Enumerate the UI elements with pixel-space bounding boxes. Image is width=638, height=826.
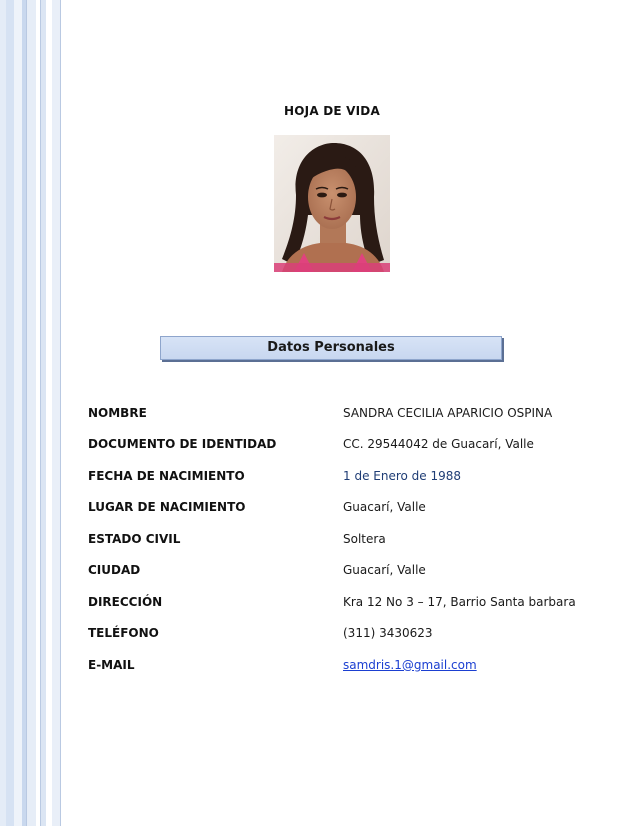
table-row (88, 586, 588, 618)
table-row (88, 523, 588, 555)
field-value-city: Guacarí, Valle (343, 563, 426, 578)
field-label: E-MAIL (88, 657, 135, 672)
field-value-birth-place: Guacarí, Valle (343, 500, 426, 515)
field-value-marital-status: Soltera (343, 531, 386, 546)
field-label: FECHA DE NACIMIENTO (88, 468, 245, 483)
field-label: DIRECCIÓN (88, 594, 163, 609)
table-row (88, 618, 588, 650)
left-margin-decoration (0, 0, 66, 826)
field-label: TELÉFONO (88, 626, 159, 641)
field-value-email (343, 649, 588, 681)
section-heading-datos-personales: Datos Personales (160, 336, 502, 360)
table-row (88, 492, 588, 524)
field-label: NOMBRE (88, 405, 147, 420)
profile-photo (274, 135, 390, 272)
personal-data-table (88, 397, 588, 681)
table-row (88, 429, 588, 461)
table-row (88, 460, 588, 492)
table-row (88, 555, 588, 587)
field-label: ESTADO CIVIL (88, 531, 181, 546)
field-label: DOCUMENTO DE IDENTIDAD (88, 437, 277, 452)
field-label: CIUDAD (88, 563, 141, 578)
field-value-phone: (311) 3430623 (343, 626, 433, 641)
field-value-name: SANDRA CECILIA APARICIO OSPINA (343, 405, 553, 420)
field-label: LUGAR DE NACIMIENTO (88, 500, 246, 515)
table-row (88, 397, 588, 429)
table-row (88, 649, 588, 681)
document-title: HOJA DE VIDA (284, 104, 380, 118)
email-link[interactable]: samdris.1@gmail.com (343, 657, 477, 672)
field-value-address: Kra 12 No 3 – 17, Barrio Santa barbara (343, 594, 576, 609)
field-value-birth-date: 1 de Enero de 1988 (343, 468, 462, 483)
field-value-id-document: CC. 29544042 de Guacarí, Valle (343, 437, 534, 452)
